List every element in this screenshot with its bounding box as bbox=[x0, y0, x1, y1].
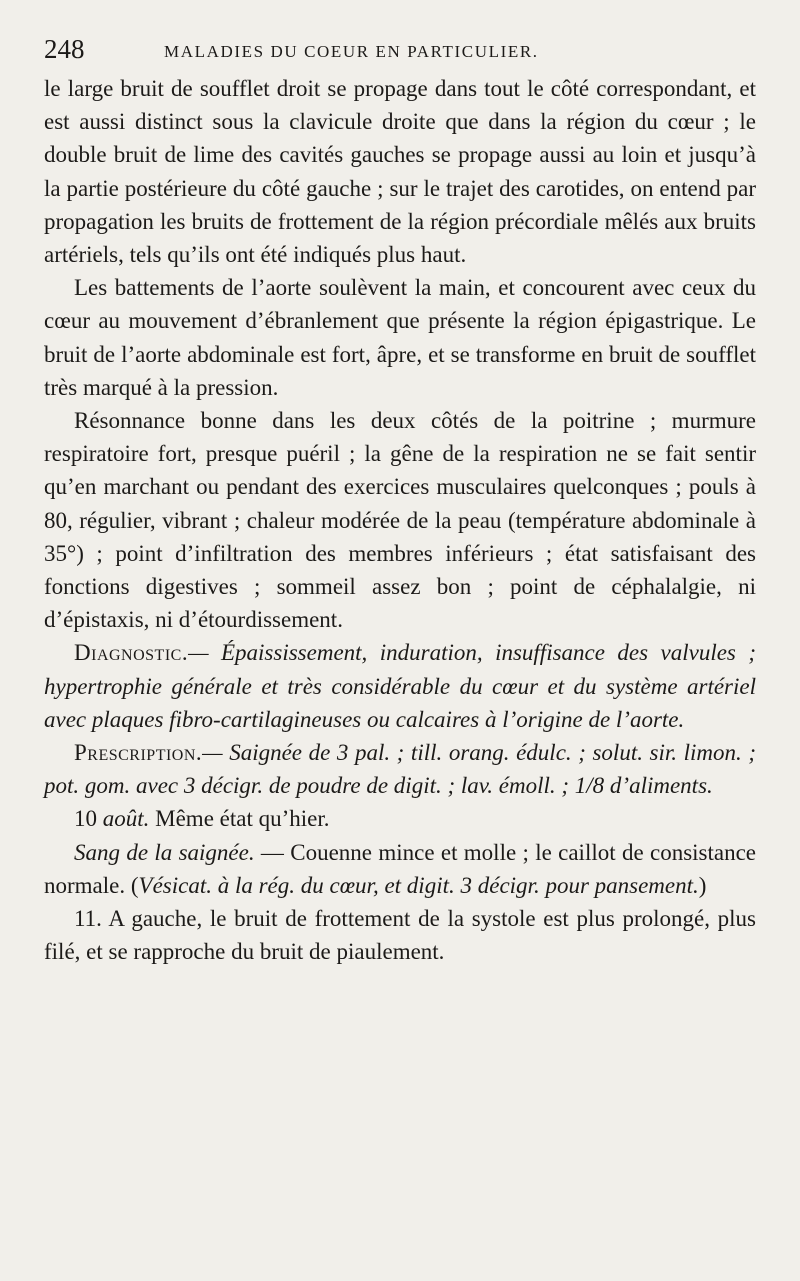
running-title: MALADIES DU COEUR EN PARTICULIER. bbox=[164, 42, 539, 61]
paragraph-date bbox=[44, 802, 756, 835]
prescription-text: — Saignée de 3 pal. ; till. orang. édulc. ; solut. sir. limon. ; pot. gom. avec 3 décigr. de poudre de digit. ; lav. émoll. ; 1/8 d’aliments. bbox=[44, 740, 756, 799]
date-number: 10 bbox=[74, 806, 97, 832]
paragraph-eleven bbox=[44, 902, 756, 968]
paragraph-prescription bbox=[44, 736, 756, 802]
diagnostic-label: Diagnostic. bbox=[74, 640, 189, 666]
page-header bbox=[44, 30, 756, 72]
body-text bbox=[44, 72, 756, 968]
date-word: août. bbox=[102, 806, 150, 832]
prescription-label: Prescription. bbox=[74, 740, 203, 766]
diagnostic-text: — Épaississement, induration, insuffisance des valvules ; hypertrophie générale et très considérable du cœur et du système artériel avec plaques fibro-cartilagineuses ou calcaires à l’origine de l’aorte. bbox=[44, 640, 756, 732]
paragraph-eleven-number: 11. bbox=[74, 906, 102, 932]
date-rest: Même état qu’hier. bbox=[155, 806, 330, 832]
sang-close: ) bbox=[698, 872, 707, 898]
paragraph-sang bbox=[44, 836, 756, 902]
paragraph-aorte: Les battements de l’aorte soulèvent la main, et concourent avec ceux du cœur au mouvement d’ébranlement que présente la région épigastrique. Le bruit de l’aorte abdominale est fort, âpre, et se transforme en bruit de soufflet très marqué à la pression. bbox=[44, 275, 756, 400]
page-number: 248 bbox=[44, 34, 85, 64]
sang-label: Sang de la saignée. bbox=[74, 839, 255, 865]
paragraph-propagation: le large bruit de soufflet droit se propage dans tout le côté correspondant, et est aussi distinct sous la clavicule droite que dans la région du cœur ; le double bruit de lime des cavités gauches se propage aussi au loin et jusqu’à la partie postérieure du côté gauche ; sur le trajet des carotides, on entend par propagation les bruits de frottement de la région précordiale mêlés aux bruits artériels, tels qu’ils ont été indiqués plus haut. bbox=[44, 76, 756, 268]
paragraph-diagnostic bbox=[44, 636, 756, 736]
paragraph-resonnance: Résonnance bonne dans les deux côtés de la poitrine ; murmure respiratoire fort, presque puéril ; la gêne de la respiration ne se fait sentir qu’en marchant ou pendant des exercices musculaires quelconques ; pouls à 80, régulier, vibrant ; chaleur modérée de la peau (température abdominale à 35°) ; point d’infiltration des membres inférieurs ; état satisfaisant des fonctions digestives ; sommeil assez bon ; point de céphalalgie, ni d’épistaxis, ni d’étourdissement. bbox=[44, 408, 756, 633]
paragraph-eleven-text: A gauche, le bruit de frottement de la systole est plus prolongé, plus filé, et se rapproche du bruit de piaulement. bbox=[44, 906, 756, 965]
sang-text: — Couenne mince et molle ; le caillot de consistance normale. ( bbox=[44, 839, 756, 898]
sang-paren: Vésicat. à la rég. du cœur, et digit. 3 décigr. pour pansement. bbox=[138, 872, 699, 898]
